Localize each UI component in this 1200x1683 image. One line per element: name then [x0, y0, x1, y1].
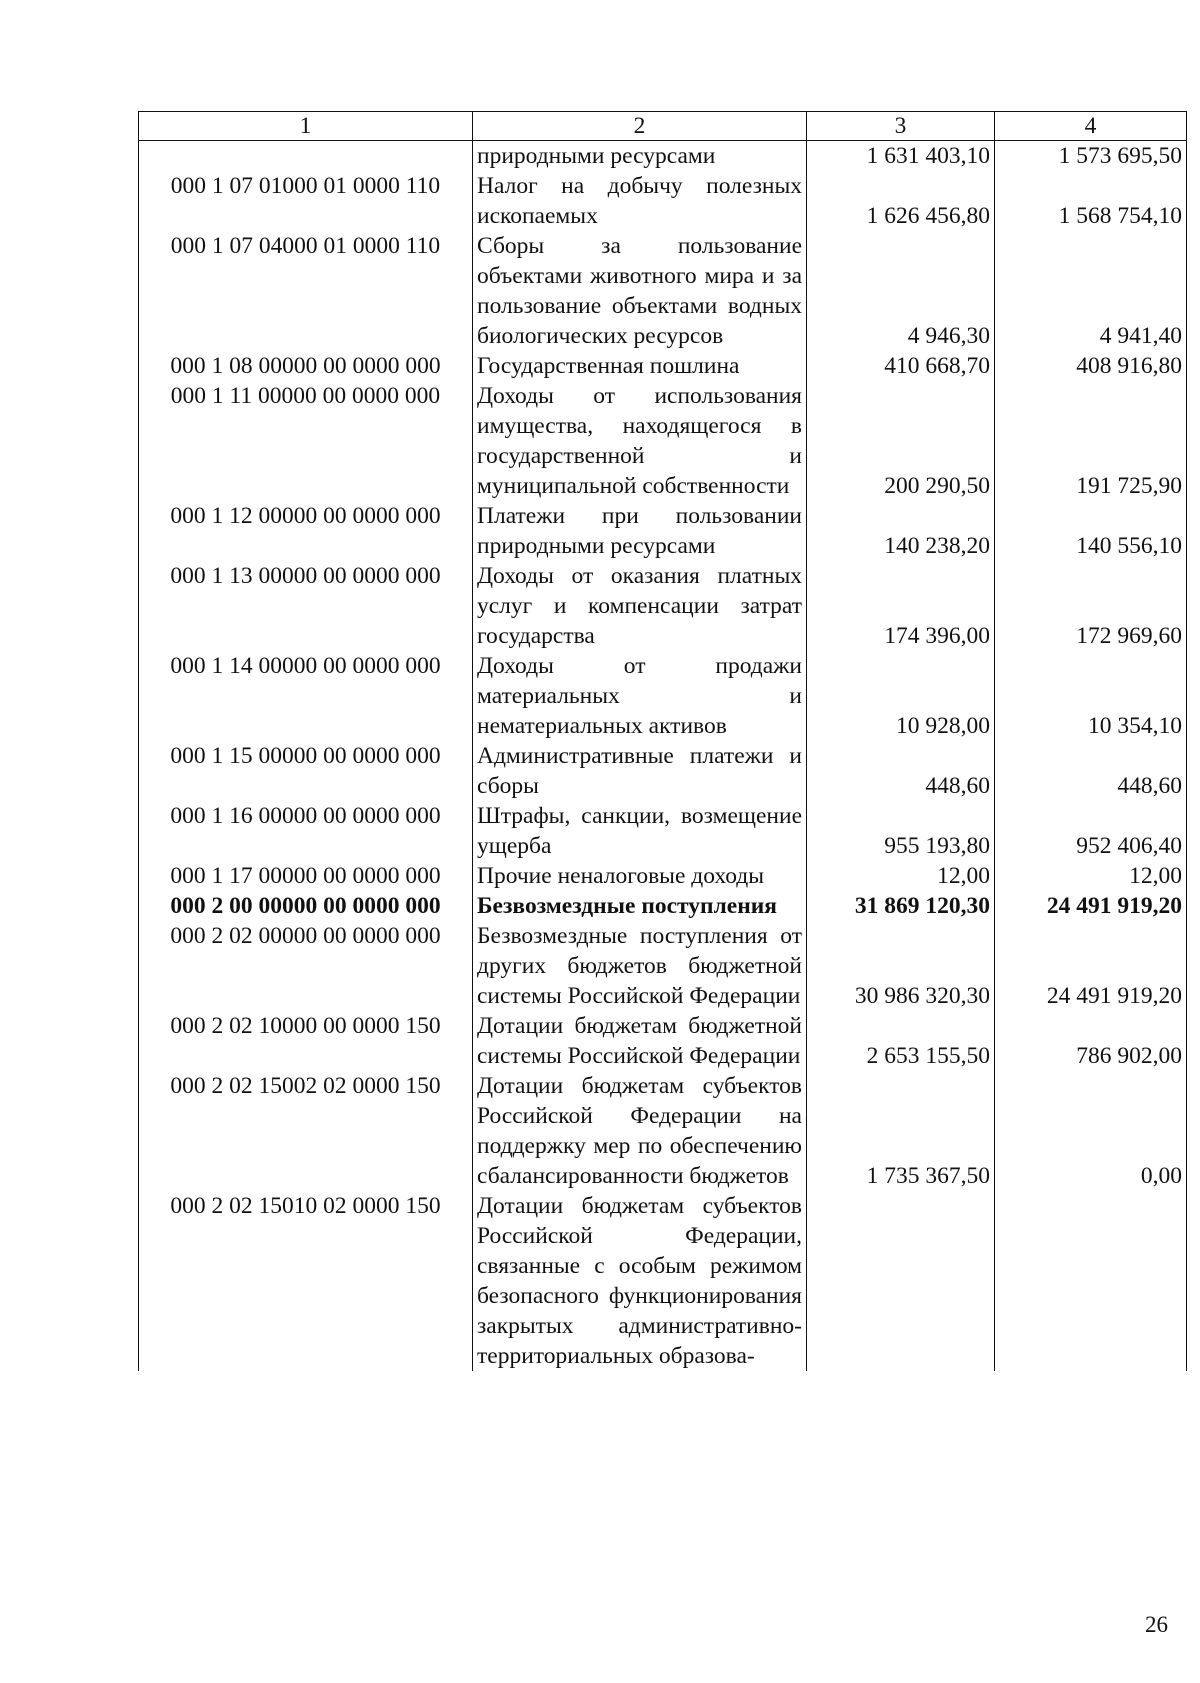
row-name-cell: Дотации бюджетам субъектов Российской Федерации, связанные с особым режимом безопасного функционирования закрытых административно-территориальных образова-	[473, 1191, 807, 1371]
row-code-cell: 000 2 02 15002 02 0000 150	[139, 1071, 473, 1191]
table-row	[139, 501, 1187, 561]
row-value-col3-cell	[807, 1191, 995, 1371]
row-name-cell: Безвозмездные поступления от других бюджетов бюджетной системы Российской Федерации	[473, 921, 807, 1011]
row-code-cell: 000 2 00 00000 00 0000 000	[139, 891, 473, 921]
row-name-cell: Доходы от оказания платных услуг и компенсации затрат государства	[473, 561, 807, 651]
row-name-cell: Штрафы, санкции, возмещение ущерба	[473, 801, 807, 861]
header-row	[139, 112, 1187, 141]
row-value-col3-cell: 410 668,70	[807, 351, 995, 381]
row-value-col4-cell: 172 969,60	[995, 561, 1187, 651]
row-name-cell: Дотации бюджетам субъектов Российской Федерации на поддержку мер по обеспечению сбалансированности бюджетов	[473, 1071, 807, 1191]
row-value-col4-cell: 408 916,80	[995, 351, 1187, 381]
row-value-col4-cell: 448,60	[995, 741, 1187, 801]
row-code-cell: 000 1 07 04000 01 0000 110	[139, 231, 473, 351]
row-code-cell: 000 1 12 00000 00 0000 000	[139, 501, 473, 561]
row-value-col4-cell: 1 573 695,50	[995, 141, 1187, 172]
row-name-cell: Государственная пошлина	[473, 351, 807, 381]
row-name-cell: Прочие неналоговые доходы	[473, 861, 807, 891]
row-code-cell	[139, 141, 473, 172]
table-row	[139, 741, 1187, 801]
row-value-col3-cell: 448,60	[807, 741, 995, 801]
row-name-cell: природными ресурсами	[473, 141, 807, 172]
row-name-cell: Доходы от продажи материальных и нематериальных активов	[473, 651, 807, 741]
row-value-col3-cell: 1 735 367,50	[807, 1071, 995, 1191]
row-value-col3-cell: 1 631 403,10	[807, 141, 995, 172]
table-row	[139, 891, 1187, 921]
row-code-cell: 000 2 02 15010 02 0000 150	[139, 1191, 473, 1371]
table-row	[139, 1011, 1187, 1071]
table-row	[139, 1071, 1187, 1191]
table-row	[139, 1191, 1187, 1371]
table-row	[139, 351, 1187, 381]
row-code-cell: 000 2 02 10000 00 0000 150	[139, 1011, 473, 1071]
row-code-cell: 000 2 02 00000 00 0000 000	[139, 921, 473, 1011]
row-name-cell: Дотации бюджетам бюджетной системы Российской Федерации	[473, 1011, 807, 1071]
revenue-table	[138, 111, 1187, 1371]
table-row	[139, 921, 1187, 1011]
row-code-cell: 000 1 16 00000 00 0000 000	[139, 801, 473, 861]
row-value-col4-cell	[995, 1191, 1187, 1371]
row-value-col3-cell: 10 928,00	[807, 651, 995, 741]
page-number: 26	[1145, 1612, 1168, 1637]
table-row	[139, 561, 1187, 651]
table-row	[139, 651, 1187, 741]
row-code-cell: 000 1 14 00000 00 0000 000	[139, 651, 473, 741]
row-value-col3-cell: 955 193,80	[807, 801, 995, 861]
header-cell-3: 3	[807, 112, 995, 141]
row-name-cell: Сборы за пользование объектами животного мира и за пользование объектами водных биологических ресурсов	[473, 231, 807, 351]
row-code-cell: 000 1 17 00000 00 0000 000	[139, 861, 473, 891]
table-row	[139, 801, 1187, 861]
row-name-cell: Налог на добычу полезных ископаемых	[473, 171, 807, 231]
row-value-col4-cell: 12,00	[995, 861, 1187, 891]
table-row	[139, 381, 1187, 501]
row-code-cell: 000 1 13 00000 00 0000 000	[139, 561, 473, 651]
row-value-col3-cell: 31 869 120,30	[807, 891, 995, 921]
table-row	[139, 171, 1187, 231]
row-code-cell: 000 1 07 01000 01 0000 110	[139, 171, 473, 231]
table-body	[139, 141, 1187, 1372]
row-value-col3-cell: 4 946,30	[807, 231, 995, 351]
table-row	[139, 861, 1187, 891]
row-value-col4-cell: 0,00	[995, 1071, 1187, 1191]
header-cell-1: 1	[139, 112, 473, 141]
header-cell-4: 4	[995, 112, 1187, 141]
row-value-col4-cell: 10 354,10	[995, 651, 1187, 741]
row-value-col4-cell: 140 556,10	[995, 501, 1187, 561]
row-value-col3-cell: 1 626 456,80	[807, 171, 995, 231]
row-value-col4-cell: 24 491 919,20	[995, 921, 1187, 1011]
row-value-col3-cell: 140 238,20	[807, 501, 995, 561]
row-value-col3-cell: 174 396,00	[807, 561, 995, 651]
table-row	[139, 231, 1187, 351]
row-code-cell: 000 1 15 00000 00 0000 000	[139, 741, 473, 801]
row-name-cell: Доходы от использования имущества, находящегося в государственной и муниципальной собственности	[473, 381, 807, 501]
row-code-cell: 000 1 08 00000 00 0000 000	[139, 351, 473, 381]
row-name-cell: Платежи при пользовании природными ресурсами	[473, 501, 807, 561]
row-value-col4-cell: 786 902,00	[995, 1011, 1187, 1071]
row-value-col4-cell: 952 406,40	[995, 801, 1187, 861]
table-row	[139, 141, 1187, 172]
row-value-col4-cell: 1 568 754,10	[995, 171, 1187, 231]
header-cell-2: 2	[473, 112, 807, 141]
row-value-col4-cell: 4 941,40	[995, 231, 1187, 351]
row-value-col3-cell: 2 653 155,50	[807, 1011, 995, 1071]
row-value-col4-cell: 191 725,90	[995, 381, 1187, 501]
row-value-col4-cell: 24 491 919,20	[995, 891, 1187, 921]
row-value-col3-cell: 30 986 320,30	[807, 921, 995, 1011]
row-value-col3-cell: 200 290,50	[807, 381, 995, 501]
row-name-cell: Безвозмездные поступления	[473, 891, 807, 921]
row-code-cell: 000 1 11 00000 00 0000 000	[139, 381, 473, 501]
row-name-cell: Административные платежи и сборы	[473, 741, 807, 801]
row-value-col3-cell: 12,00	[807, 861, 995, 891]
